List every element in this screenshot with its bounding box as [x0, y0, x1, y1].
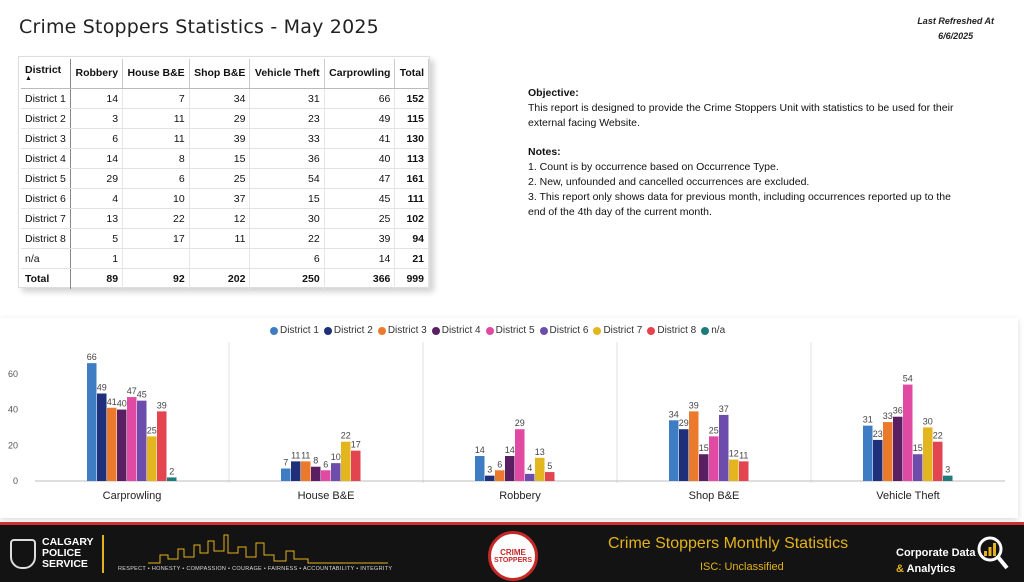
legend-dot-icon [378, 327, 386, 335]
table-cell: 23 [250, 109, 324, 129]
table-cell: 66 [324, 89, 395, 109]
bar-district-3[interactable] [107, 408, 117, 481]
y-tick-label: 0 [12, 476, 18, 486]
note-3: 3. This report only shows data for previous month, including occurrences reported up to the end of the 4th day of the current month. [528, 191, 951, 218]
bar-district-1[interactable] [475, 456, 485, 481]
table-cell: 115 [395, 109, 429, 129]
table-cell: 15 [189, 149, 250, 169]
bar-district-6[interactable] [525, 474, 535, 481]
badge-line-2: STOPPERS [494, 557, 532, 564]
legend-label: District 2 [333, 325, 373, 336]
table-cell: 47 [324, 169, 395, 189]
bar-value-label: 34 [668, 409, 679, 420]
row-label: n/a [21, 249, 71, 269]
table-cell: 152 [395, 89, 429, 109]
table-cell: 11 [123, 129, 190, 149]
bar-district-1[interactable] [281, 469, 291, 482]
table-cell [123, 249, 190, 269]
legend-item[interactable] [378, 325, 427, 336]
table-cell: 11 [123, 109, 190, 129]
legend-item[interactable] [432, 325, 481, 336]
legend-item[interactable] [486, 325, 535, 336]
column-header-shop-b-e[interactable]: Shop B&E [189, 59, 250, 89]
org-line-2: POLICE [42, 547, 82, 559]
legend-item[interactable] [701, 325, 725, 336]
legend-label: District 7 [603, 325, 643, 336]
legend-item[interactable] [647, 325, 696, 336]
footer-divider [102, 535, 104, 573]
legend-item[interactable] [324, 325, 373, 336]
footer-banner [0, 522, 1024, 582]
objective-text: This report is designed to provide the Crime Stoppers Unit with statistics to be used for their external facing Website. [528, 102, 954, 129]
bar-value-label: 15 [698, 443, 709, 454]
table-cell: 11 [189, 229, 250, 249]
table-cell: 999 [395, 269, 429, 289]
bar-value-label: 25 [708, 425, 719, 436]
bar-district-8[interactable] [351, 451, 361, 481]
legend-item[interactable] [593, 325, 642, 336]
bar-n-a[interactable] [167, 477, 177, 481]
bar-district-5[interactable] [515, 429, 525, 481]
bar-value-label: 39 [688, 400, 699, 411]
table-cell: 7 [123, 89, 190, 109]
table-cell: 36 [250, 149, 324, 169]
refresh-label: Last Refreshed At [917, 16, 994, 26]
table-cell: 12 [189, 209, 250, 229]
table-cell: 6 [250, 249, 324, 269]
bar-district-3[interactable] [883, 422, 893, 481]
bar-district-8[interactable] [157, 411, 167, 481]
bar-value-label: 15 [912, 443, 923, 454]
bar-value-label: 11 [301, 450, 311, 461]
bar-value-label: 22 [340, 430, 351, 441]
bar-value-label: 17 [350, 439, 361, 450]
table-cell: 33 [250, 129, 324, 149]
bar-value-label: 33 [882, 411, 893, 422]
bar-district-7[interactable] [923, 427, 933, 481]
bar-district-3[interactable] [495, 470, 505, 481]
bar-district-4[interactable] [505, 456, 515, 481]
bar-value-label: 66 [86, 352, 97, 363]
row-label: Total [21, 269, 71, 289]
column-header-house-b-e[interactable]: House B&E [123, 59, 190, 89]
legend-label: District 4 [441, 325, 481, 336]
table-row [21, 209, 429, 229]
table-cell: 102 [395, 209, 429, 229]
column-header-carprowling[interactable]: Carprowling [324, 59, 395, 89]
table-cell: 41 [324, 129, 395, 149]
bar-district-1[interactable] [669, 420, 679, 481]
legend-dot-icon [593, 327, 601, 335]
magnifier-chart-icon [976, 533, 1010, 573]
legend-label: District 3 [387, 325, 427, 336]
bar-value-label: 3 [945, 464, 951, 475]
bar-district-4[interactable] [117, 410, 127, 481]
crime-stoppers-logo [488, 531, 538, 581]
bar-value-label: 29 [514, 418, 525, 429]
values-tagline: RESPECT • HONESTY • COMPASSION • COURAGE • FAIRNESS • ACCOUNTABILITY • INTEGRITY [118, 566, 393, 572]
bar-district-8[interactable] [933, 442, 943, 481]
note-2: 2. New, unfounded and cancelled occurrences are excluded. [528, 176, 810, 188]
table-cell: 8 [123, 149, 190, 169]
bar-district-6[interactable] [913, 454, 923, 481]
table-cell: 31 [250, 89, 324, 109]
table-cell: 202 [189, 269, 250, 289]
legend-dot-icon [647, 327, 655, 335]
classification-label: ISC: Unclassified [700, 561, 784, 573]
bar-district-6[interactable] [137, 401, 147, 481]
statistics-table [21, 59, 429, 289]
row-label: District 7 [21, 209, 71, 229]
category-label: Carprowling [102, 490, 162, 502]
bar-district-2[interactable] [679, 429, 689, 481]
table-row [21, 89, 429, 109]
notes-heading: Notes: [528, 146, 561, 158]
table-cell: 89 [71, 269, 123, 289]
table-cell: 14 [71, 89, 123, 109]
bar-value-label: 14 [504, 445, 515, 455]
bar-value-label: 40 [116, 398, 127, 409]
table-header-row [21, 59, 429, 89]
legend-dot-icon [270, 327, 278, 335]
bar-district-2[interactable] [485, 476, 495, 481]
legend-label: District 1 [280, 325, 319, 336]
bar-value-label: 49 [96, 382, 107, 393]
city-skyline-icon [148, 531, 388, 565]
table-cell: 14 [71, 149, 123, 169]
y-tick-label: 20 [7, 440, 18, 451]
column-header-total[interactable]: Total [395, 59, 429, 89]
legend-label: District 5 [495, 325, 535, 336]
bar-value-label: 47 [126, 386, 137, 397]
org-name [42, 537, 94, 570]
table-cell: 22 [123, 209, 190, 229]
objective-heading: Objective: [528, 87, 579, 99]
table-cell: 34 [189, 89, 250, 109]
table-row [21, 149, 429, 169]
legend-item[interactable] [270, 325, 319, 336]
note-1: 1. Count is by occurrence based on Occurrence Type. [528, 161, 779, 173]
table-cell: 1 [71, 249, 123, 269]
category-label: Shop B&E [688, 490, 740, 502]
table-row [21, 189, 429, 209]
table-cell: 21 [395, 249, 429, 269]
org-line-1: CALGARY [42, 536, 94, 548]
bar-value-label: 3 [487, 464, 493, 475]
table-row [21, 169, 429, 189]
report-name: Crime Stoppers Monthly Statistics [608, 535, 849, 552]
bar-district-2[interactable] [873, 440, 883, 481]
column-header-vehicle-theft[interactable]: Vehicle Theft [250, 59, 324, 89]
bar-district-8[interactable] [545, 472, 555, 481]
legend-label: n/a [711, 325, 726, 336]
row-label: District 3 [21, 129, 71, 149]
table-cell: 37 [189, 189, 250, 209]
notes-panel [528, 86, 968, 220]
bar-value-label: 10 [330, 452, 341, 463]
category-label: House B&E [297, 490, 355, 502]
row-label: District 4 [21, 149, 71, 169]
row-label: District 6 [21, 189, 71, 209]
bar-district-1[interactable] [863, 426, 873, 481]
table-row [21, 249, 429, 269]
bar-district-5[interactable] [321, 470, 331, 481]
bar-value-label: 2 [169, 466, 175, 477]
table-cell: 111 [395, 189, 429, 209]
bar-value-label: 11 [291, 450, 301, 461]
bar-district-8[interactable] [739, 461, 749, 481]
bar-district-3[interactable] [689, 411, 699, 481]
column-header-robbery[interactable]: Robbery [71, 59, 123, 89]
bar-district-5[interactable] [709, 436, 719, 481]
table-cell: 39 [189, 129, 250, 149]
bar-district-6[interactable] [331, 463, 341, 481]
legend-item[interactable] [540, 325, 589, 336]
table-cell: 45 [324, 189, 395, 209]
row-label: District 8 [21, 229, 71, 249]
bar-district-7[interactable] [147, 436, 157, 481]
bar-district-5[interactable] [127, 397, 137, 481]
table-cell: 6 [123, 169, 190, 189]
bar-district-5[interactable] [903, 385, 913, 481]
bar-value-label: 30 [922, 416, 933, 427]
bar-district-2[interactable] [97, 394, 107, 482]
table-cell: 250 [250, 269, 324, 289]
row-label: District 1 [21, 89, 71, 109]
dept-line-1: Corporate Data [896, 547, 976, 559]
table-row [21, 109, 429, 129]
bar-district-7[interactable] [535, 458, 545, 481]
bar-district-6[interactable] [719, 415, 729, 481]
page-title: Crime Stoppers Statistics - May 2025 [19, 16, 379, 38]
table-cell: 366 [324, 269, 395, 289]
bar-value-label: 29 [678, 418, 689, 429]
bar-district-4[interactable] [893, 417, 903, 481]
table-cell: 10 [123, 189, 190, 209]
department-name [896, 545, 975, 577]
table-cell: 30 [250, 209, 324, 229]
row-label: District 2 [21, 109, 71, 129]
table-cell: 40 [324, 149, 395, 169]
table-cell: 15 [250, 189, 324, 209]
table-cell: 13 [71, 209, 123, 229]
org-line-3: SERVICE [42, 558, 88, 570]
table-row [21, 129, 429, 149]
table-cell [189, 249, 250, 269]
column-header-district[interactable]: District ▲ [21, 59, 71, 89]
table-cell: 14 [324, 249, 395, 269]
table-cell: 3 [71, 109, 123, 129]
bar-value-label: 45 [136, 389, 147, 400]
table-cell: 113 [395, 149, 429, 169]
category-label: Vehicle Theft [876, 490, 940, 502]
bar-value-label: 54 [902, 373, 913, 384]
bar-value-label: 4 [527, 462, 533, 473]
bar-district-4[interactable] [699, 454, 709, 481]
bar-value-label: 41 [106, 396, 117, 407]
table-cell: 161 [395, 169, 429, 189]
table-cell: 130 [395, 129, 429, 149]
legend-dot-icon [540, 327, 548, 335]
refresh-info [917, 14, 994, 44]
legend-dot-icon [701, 327, 709, 335]
table-cell: 92 [123, 269, 190, 289]
badge-line-1: CRIME [500, 548, 526, 557]
table-cell: 4 [71, 189, 123, 209]
bar-value-label: 13 [534, 446, 545, 457]
refresh-date: 6/6/2025 [938, 31, 974, 41]
bar-value-label: 6 [323, 459, 329, 470]
table-cell: 49 [324, 109, 395, 129]
statistics-table-card [18, 56, 430, 288]
chart-legend [270, 325, 725, 336]
bar-value-label: 5 [547, 461, 553, 472]
table-cell: 22 [250, 229, 324, 249]
legend-dot-icon [432, 327, 440, 335]
bar-district-7[interactable] [729, 460, 739, 481]
bar-value-label: 31 [862, 414, 873, 425]
bar-value-label: 8 [313, 455, 319, 466]
bar-value-label: 6 [497, 459, 503, 470]
legend-dot-icon [324, 327, 332, 335]
table-row [21, 229, 429, 249]
table-cell: 39 [324, 229, 395, 249]
sort-ascending-icon[interactable]: ▲ [25, 75, 32, 82]
bar-district-4[interactable] [311, 467, 321, 481]
bar-value-label: 36 [892, 405, 903, 416]
bar-value-label: 23 [872, 428, 883, 439]
bar-value-label: 7 [283, 457, 289, 468]
police-badge-icon [10, 539, 36, 569]
bar-value-label: 12 [728, 448, 739, 459]
table-cell: 54 [250, 169, 324, 189]
dept-line-2: Analytics [906, 563, 956, 575]
bar-district-3[interactable] [301, 461, 311, 481]
legend-dot-icon [486, 327, 494, 335]
bar-value-label: 22 [932, 430, 943, 441]
legend-label: District 6 [549, 325, 589, 336]
table-cell: 25 [189, 169, 250, 189]
category-label: Robbery [499, 490, 541, 502]
bar-district-1[interactable] [87, 363, 97, 481]
table-cell: 6 [71, 129, 123, 149]
table-cell: 5 [71, 229, 123, 249]
y-tick-label: 40 [7, 404, 18, 415]
legend-label: District 8 [657, 325, 697, 336]
bar-value-label: 37 [718, 403, 729, 414]
table-cell: 25 [324, 209, 395, 229]
table-cell: 94 [395, 229, 429, 249]
y-tick-label: 60 [7, 368, 18, 379]
table-cell: 29 [71, 169, 123, 189]
bar-district-2[interactable] [291, 461, 301, 481]
bar-value-label: 14 [474, 445, 485, 455]
bar-n-a[interactable] [943, 476, 953, 481]
bar-value-label: 25 [146, 425, 157, 436]
row-label: District 5 [21, 169, 71, 189]
clustered-bar-chart [0, 318, 1018, 518]
table-cell: 17 [123, 229, 190, 249]
table-total-row [21, 269, 429, 289]
dept-amp: & [896, 563, 904, 575]
bar-value-label: 11 [739, 450, 749, 461]
bar-value-label: 39 [156, 400, 167, 411]
bar-district-7[interactable] [341, 442, 351, 481]
table-cell: 29 [189, 109, 250, 129]
